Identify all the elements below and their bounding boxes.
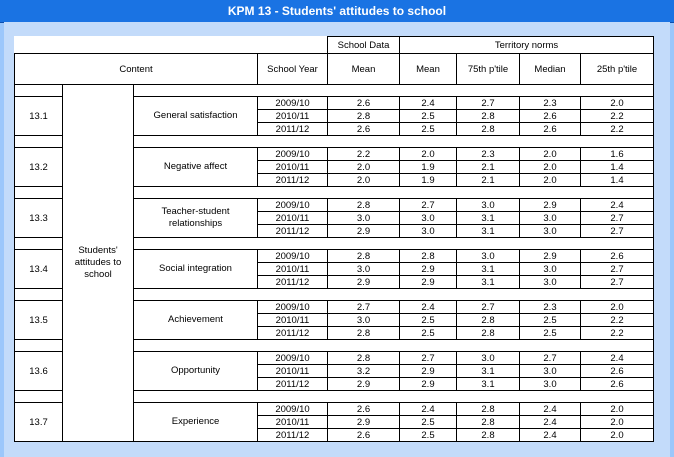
territory-mean-cell: 1.9 — [400, 174, 457, 187]
median-cell: 2.4 — [520, 416, 581, 429]
spacer-cell — [134, 289, 654, 301]
school-year-cell: 2011/12 — [258, 429, 328, 442]
spacer-row — [15, 85, 654, 97]
territory-mean-cell: 2.4 — [400, 301, 457, 314]
p75-cell: 3.1 — [457, 276, 520, 289]
p25-cell: 2.0 — [581, 429, 654, 442]
p25-cell: 2.7 — [581, 276, 654, 289]
school-year-cell: 2010/11 — [258, 212, 328, 225]
median-cell: 2.6 — [520, 110, 581, 123]
school-mean-cell: 2.6 — [328, 403, 400, 416]
territory-mean-cell: 2.5 — [400, 429, 457, 442]
school-year-cell: 2010/11 — [258, 110, 328, 123]
p25-cell: 2.6 — [581, 378, 654, 391]
school-year-cell: 2009/10 — [258, 301, 328, 314]
kpm-code: 13.5 — [15, 301, 63, 340]
p25-cell: 2.6 — [581, 250, 654, 263]
p75-cell: 2.1 — [457, 174, 520, 187]
spacer-cell — [134, 238, 654, 250]
p75-cell: 3.1 — [457, 225, 520, 238]
indicator-name: Teacher-student relationships — [134, 199, 258, 238]
p75-cell: 2.8 — [457, 416, 520, 429]
indicator-name: Negative affect — [134, 148, 258, 187]
p75-cell: 3.0 — [457, 199, 520, 212]
median-cell: 2.3 — [520, 301, 581, 314]
spacer-cell — [15, 340, 63, 352]
window-title: KPM 13 - Students' attitudes to school — [0, 0, 674, 23]
territory-mean-cell: 2.7 — [400, 352, 457, 365]
p25-cell: 2.2 — [581, 314, 654, 327]
spacer-cell — [134, 187, 654, 199]
p25-cell: 2.2 — [581, 327, 654, 340]
p75-cell: 2.8 — [457, 110, 520, 123]
p25-cell: 2.0 — [581, 416, 654, 429]
school-mean-cell: 2.8 — [328, 199, 400, 212]
median-cell: 2.5 — [520, 327, 581, 340]
territory-mean-cell: 2.9 — [400, 378, 457, 391]
median-cell: 2.6 — [520, 123, 581, 136]
territory-mean-cell: 3.0 — [400, 225, 457, 238]
school-mean-cell: 2.8 — [328, 250, 400, 263]
school-year-cell: 2011/12 — [258, 378, 328, 391]
p75-cell: 2.8 — [457, 429, 520, 442]
school-year-cell: 2009/10 — [258, 199, 328, 212]
school-year-cell: 2009/10 — [258, 250, 328, 263]
kpm-table — [14, 36, 654, 442]
school-mean-cell: 3.2 — [328, 365, 400, 378]
kpm-code: 13.3 — [15, 199, 63, 238]
spacer-cell — [15, 238, 63, 250]
p75-cell: 2.1 — [457, 161, 520, 174]
median-cell: 2.9 — [520, 199, 581, 212]
p75-cell: 3.1 — [457, 365, 520, 378]
median-cell: 2.4 — [520, 403, 581, 416]
school-year-cell: 2011/12 — [258, 327, 328, 340]
median-cell: 3.0 — [520, 212, 581, 225]
p75-cell: 2.7 — [457, 301, 520, 314]
school-mean-cell: 2.8 — [328, 352, 400, 365]
school-mean-cell: 2.7 — [328, 301, 400, 314]
school-mean-cell: 2.9 — [328, 416, 400, 429]
p75-cell: 3.1 — [457, 378, 520, 391]
school-mean-cell: 2.8 — [328, 110, 400, 123]
p25-cell: 2.0 — [581, 97, 654, 110]
p75-cell: 2.7 — [457, 97, 520, 110]
mean-header: Mean — [328, 54, 400, 85]
school-year-cell: 2010/11 — [258, 314, 328, 327]
p25-cell: 2.6 — [581, 365, 654, 378]
p25-cell: 2.2 — [581, 123, 654, 136]
kpm-code: 13.1 — [15, 97, 63, 136]
territory-mean-cell: 2.5 — [400, 314, 457, 327]
school-year-header: School Year — [258, 54, 328, 85]
school-mean-cell: 2.6 — [328, 123, 400, 136]
kpm-code: 13.4 — [15, 250, 63, 289]
territory-mean-cell: 2.9 — [400, 276, 457, 289]
school-year-cell: 2011/12 — [258, 123, 328, 136]
spacer-cell — [15, 289, 63, 301]
p25-cell: 2.7 — [581, 225, 654, 238]
p25-cell: 1.4 — [581, 161, 654, 174]
territory-mean-cell: 2.5 — [400, 123, 457, 136]
spacer-cell — [15, 187, 63, 199]
median-cell: 2.3 — [520, 97, 581, 110]
median-cell: 3.0 — [520, 276, 581, 289]
p25-cell: 2.4 — [581, 352, 654, 365]
p75-cell: 2.8 — [457, 327, 520, 340]
median-cell: 3.0 — [520, 225, 581, 238]
territory-norms-header: Territory norms — [400, 37, 654, 54]
spacer-cell — [15, 136, 63, 148]
school-mean-cell: 2.9 — [328, 276, 400, 289]
median-cell: 3.0 — [520, 365, 581, 378]
school-data-header: School Data — [328, 37, 400, 54]
spacer-cell — [134, 85, 654, 97]
school-mean-cell: 3.0 — [328, 212, 400, 225]
territory-mean-header: Mean — [400, 54, 457, 85]
content-header: Content — [15, 54, 258, 85]
indicator-name: Experience — [134, 403, 258, 442]
category-cell: Students' attitudes to school — [63, 85, 134, 442]
school-mean-cell: 2.9 — [328, 225, 400, 238]
school-year-cell: 2009/10 — [258, 352, 328, 365]
median-header: Median — [520, 54, 581, 85]
p25-cell: 2.0 — [581, 301, 654, 314]
header-row-2 — [15, 54, 654, 85]
territory-mean-cell: 2.5 — [400, 416, 457, 429]
territory-mean-cell: 2.8 — [400, 250, 457, 263]
school-mean-cell: 2.9 — [328, 378, 400, 391]
indicator-name: Opportunity — [134, 352, 258, 391]
header-blank — [15, 37, 328, 54]
p75-cell: 3.1 — [457, 263, 520, 276]
indicator-name: Social integration — [134, 250, 258, 289]
median-cell: 3.0 — [520, 263, 581, 276]
school-mean-cell: 2.6 — [328, 429, 400, 442]
territory-mean-cell: 2.9 — [400, 263, 457, 276]
p75-header: 75th p'tile — [457, 54, 520, 85]
median-cell: 2.0 — [520, 148, 581, 161]
spacer-cell — [134, 391, 654, 403]
p25-cell: 2.7 — [581, 263, 654, 276]
p25-cell: 1.6 — [581, 148, 654, 161]
median-cell: 2.0 — [520, 174, 581, 187]
territory-mean-cell: 2.0 — [400, 148, 457, 161]
school-mean-cell: 3.0 — [328, 314, 400, 327]
p75-cell: 3.1 — [457, 212, 520, 225]
school-year-cell: 2011/12 — [258, 276, 328, 289]
p75-cell: 2.8 — [457, 403, 520, 416]
median-cell: 2.5 — [520, 314, 581, 327]
school-year-cell: 2010/11 — [258, 365, 328, 378]
school-mean-cell: 3.0 — [328, 263, 400, 276]
school-year-cell: 2009/10 — [258, 148, 328, 161]
p75-cell: 2.8 — [457, 123, 520, 136]
territory-mean-cell: 2.4 — [400, 97, 457, 110]
median-cell: 2.0 — [520, 161, 581, 174]
kpm-code: 13.6 — [15, 352, 63, 391]
p75-cell: 3.0 — [457, 250, 520, 263]
p25-cell: 2.4 — [581, 199, 654, 212]
p75-cell: 2.8 — [457, 314, 520, 327]
territory-mean-cell: 2.4 — [400, 403, 457, 416]
territory-mean-cell: 3.0 — [400, 212, 457, 225]
spacer-cell — [134, 340, 654, 352]
spacer-cell — [15, 85, 63, 97]
school-mean-cell: 2.6 — [328, 97, 400, 110]
territory-mean-cell: 2.5 — [400, 110, 457, 123]
territory-mean-cell: 1.9 — [400, 161, 457, 174]
school-year-cell: 2011/12 — [258, 174, 328, 187]
kpm-code: 13.2 — [15, 148, 63, 187]
header-row-1 — [15, 37, 654, 54]
school-year-cell: 2011/12 — [258, 225, 328, 238]
spacer-cell — [15, 391, 63, 403]
median-cell: 2.9 — [520, 250, 581, 263]
school-mean-cell: 2.0 — [328, 174, 400, 187]
indicator-name: Achievement — [134, 301, 258, 340]
p25-cell: 2.2 — [581, 110, 654, 123]
median-cell: 2.4 — [520, 429, 581, 442]
p25-header: 25th p'tile — [581, 54, 654, 85]
p25-cell: 2.0 — [581, 403, 654, 416]
school-mean-cell: 2.8 — [328, 327, 400, 340]
territory-mean-cell: 2.9 — [400, 365, 457, 378]
p75-cell: 2.3 — [457, 148, 520, 161]
p25-cell: 1.4 — [581, 174, 654, 187]
territory-mean-cell: 2.7 — [400, 199, 457, 212]
p75-cell: 3.0 — [457, 352, 520, 365]
school-year-cell: 2010/11 — [258, 263, 328, 276]
territory-mean-cell: 2.5 — [400, 327, 457, 340]
spacer-cell — [134, 136, 654, 148]
p25-cell: 2.7 — [581, 212, 654, 225]
school-mean-cell: 2.0 — [328, 161, 400, 174]
median-cell: 2.7 — [520, 352, 581, 365]
kpm-code: 13.7 — [15, 403, 63, 442]
school-year-cell: 2009/10 — [258, 97, 328, 110]
school-year-cell: 2009/10 — [258, 403, 328, 416]
school-year-cell: 2010/11 — [258, 161, 328, 174]
school-mean-cell: 2.2 — [328, 148, 400, 161]
school-year-cell: 2010/11 — [258, 416, 328, 429]
indicator-name: General satisfaction — [134, 97, 258, 136]
median-cell: 3.0 — [520, 378, 581, 391]
